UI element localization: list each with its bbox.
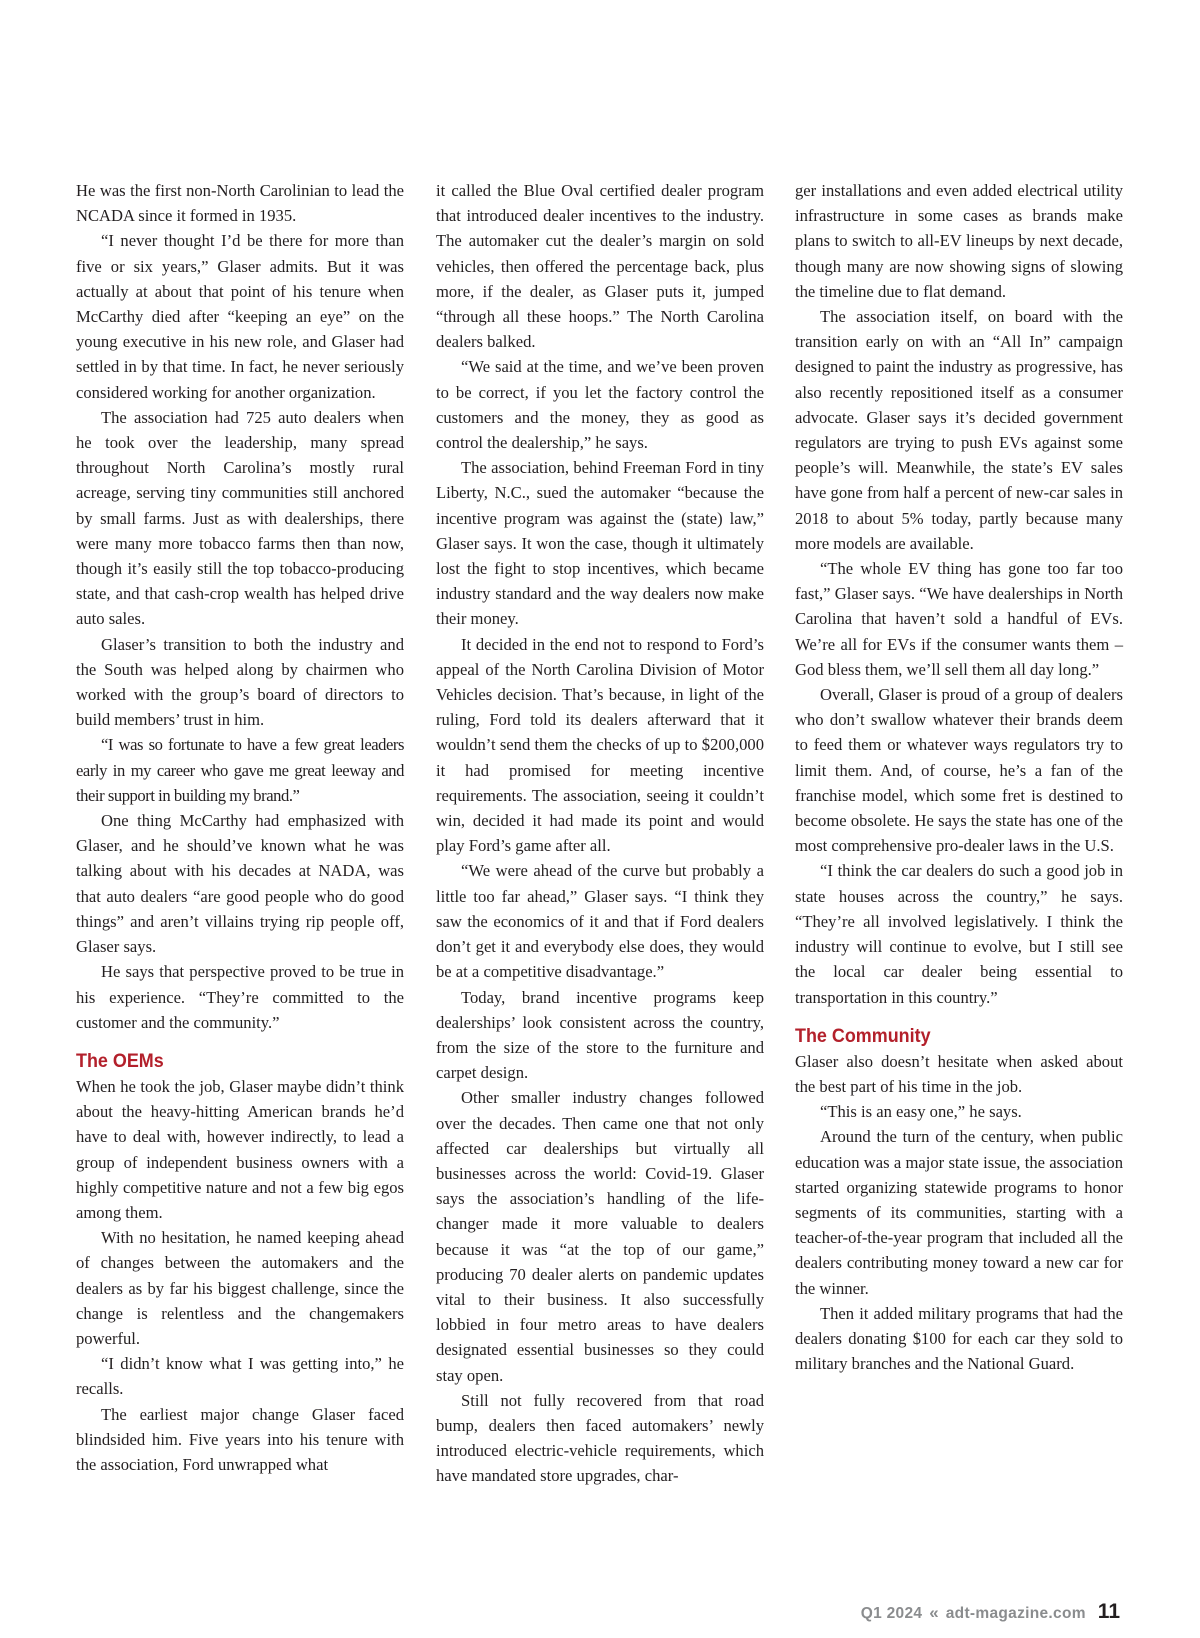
article-paragraph: “We said at the time, and we’ve been proven to be correct, if you let the factory control the customers and the money, they as good as control the dealership,” he says.: [436, 357, 764, 453]
article-paragraph: “I think the car dealers do such a good job in state houses across the country,” he says. “They’re all involved legislatively. I think the industry will continue to evolve, but I still see the local car dealer being essential to transportation in this country.”: [795, 861, 1123, 1007]
article-column-1: [76, 178, 404, 1477]
article-paragraph: Other smaller industry changes followed over the decades. Then came one that not only affected car dealerships but virtually all businesses across the world: Covid-19. Glaser says the association’s handling of the life-changer made it more valuable to dealers because it was “at the top of our game,” producing 70 dealer alerts on pandemic updates vital to their business. It also successfully lobbied in four metro areas to have dealers designated essential businesses so they could stay open.: [436, 1088, 764, 1385]
article-paragraph: He says that perspective proved to be true in his experience. “They’re committed to the customer and the community.”: [76, 962, 404, 1032]
article-column-3: [795, 178, 1123, 1376]
website-link[interactable]: adt-magazine.com: [945, 1605, 1086, 1622]
article-paragraph: The association, behind Freeman Ford in tiny Liberty, N.C., sued the automaker “because the incentive program was against the (state) law,” Glaser says. It won the case, though it ultimately lost the fight to stop incentives, which became industry standard and the way dealers now make their money.: [436, 458, 764, 629]
article-paragraph: The association had 725 auto dealers when he took over the leadership, many spread throughout North Carolina’s mostly rural acreage, serving tiny communities still anchored by small farms. Just as with dealerships, there were many more tobacco farms then than now, though it’s easily still the top tobacco-producing state, and that cash-crop wealth has helped drive auto sales.: [76, 407, 404, 629]
article-paragraph: it called the Blue Oval certified dealer program that introduced dealer incentives to the industry. The automaker cut the dealer’s margin on sold vehicles, then offered the percentage back, plus more, if the dealer, as Glaser puts it, jumped “through all these hoops.” The North Carolina dealers balked.: [436, 181, 764, 352]
footer-separator: «: [929, 1603, 939, 1622]
article-paragraph: Overall, Glaser is proud of a group of dealers who don’t swallow whatever their brands deem to feed them or whatever ways regulators try to limit them. And, of course, he’s a fan of the franchise model, which some fret is destined to become obsolete. He says the state has one of the most comprehensive pro-dealer laws in the U.S.: [795, 685, 1123, 856]
section-heading: The OEMs: [76, 1049, 164, 1072]
article-paragraph: Glaser also doesn’t hesitate when asked about the best part of his time in the job.: [795, 1051, 1123, 1096]
article-paragraph: One thing McCarthy had emphasized with Glaser, and he should’ve known what he was talking about with his decades at NADA, was that auto dealers “are good people who do good things” and aren’t villains trying rip people off, Glaser says.: [76, 811, 404, 957]
article-paragraph: “The whole EV thing has gone too far too fast,” Glaser says. “We have dealerships in North Carolina that haven’t sold a handful of EVs. We’re all for EVs if the consumer wants them – God bless them, we’ll sell them all day long.”: [795, 559, 1123, 679]
article-paragraph: Glaser’s transition to both the industry and the South was helped along by chairmen who worked with the group’s board of directors to build members’ trust in him.: [76, 634, 404, 730]
article-paragraph: “I was so fortunate to have a few great leaders early in my career who gave me great leeway and their support in building my brand.”: [76, 735, 404, 805]
issue-label: Q1 2024: [860, 1605, 923, 1622]
article-paragraph: ger installations and even added electrical utility infrastructure in some cases as brands make plans to switch to all-EV lineups by next decade, though many are now showing signs of slowing the timeline due to flat demand.: [795, 181, 1123, 301]
article-paragraph: When he took the job, Glaser maybe didn’t think about the heavy-hitting American brands he’d have to deal with, however indirectly, to lead a group of independent business owners with a highly competitive nature and not a few big egos among them.: [76, 1076, 404, 1222]
article-paragraph: Still not fully recovered from that road bump, dealers then faced automakers’ newly introduced electric-vehicle requirements, which have mandated store upgrades, char-: [436, 1390, 764, 1486]
article-paragraph: With no hesitation, he named keeping ahead of changes between the automakers and the dealers as by far his biggest challenge, since the change is relentless and the changemakers powerful.: [76, 1228, 404, 1348]
article-paragraph: It decided in the end not to respond to Ford’s appeal of the North Carolina Division of Motor Vehicles decision. That’s because, in light of the ruling, Ford told its dealers afterward that it wouldn’t send them the checks of up to $200,000 it had promised for meeting incentive requirements. The association, seeing it couldn’t win, decided it had made its point and would play Ford’s game after all.: [436, 634, 764, 856]
article-paragraph: Then it added military programs that had the dealers donating $100 for each car they sold to military branches and the National Guard.: [795, 1303, 1123, 1374]
article-paragraph: The earliest major change Glaser faced blindsided him. Five years into his tenure with the association, Ford unwrapped what: [76, 1404, 404, 1474]
article-paragraph: He was the first non-North Carolinian to lead the NCADA since it formed in 1935.: [76, 181, 404, 226]
article-paragraph: The association itself, on board with the transition early on with an “All In” campaign designed to paint the industry as progressive, has also recently repositioned itself as a consumer advocate. Glaser says it’s decided government regulators are trying to push EVs against some people’s will. Meanwhile, the state’s EV sales have gone from half a percent of new-car sales in 2018 to about 5% today, partly because many more models are available.: [795, 307, 1123, 553]
article-paragraph: Today, brand incentive programs keep dealerships’ look consistent across the country, from the size of the store to the furniture and carpet design.: [436, 987, 764, 1083]
article-paragraph: “This is an easy one,” he says.: [820, 1102, 1022, 1122]
article-column-2: [436, 178, 764, 1489]
section-heading: The Community: [795, 1024, 931, 1047]
article-paragraph: “I never thought I’d be there for more than five or six years,” Glaser admits. But it was actually at about that point of his tenure when McCarthy died after “keeping an eye” on the young executive in his new role, and Glaser had settled in by that time. In fact, he never seriously considered working for another organization.: [76, 231, 404, 402]
article-paragraph: “I didn’t know what I was getting into,” he recalls.: [76, 1354, 404, 1399]
page-footer: [861, 1600, 1120, 1624]
page-number: 11: [1097, 1600, 1120, 1623]
article-paragraph: Around the turn of the century, when public education was a major state issue, the association started organizing statewide programs to honor segments of its communities, starting with a teacher-of-the-year program that included all the dealers contributing money toward a new car for the winner.: [795, 1127, 1123, 1298]
article-paragraph: “We were ahead of the curve but probably a little too far ahead,” Glaser says. “I think they saw the economics of it and that if Ford dealers don’t get it and everybody else does, they would be at a competitive disadvantage.”: [436, 861, 764, 982]
